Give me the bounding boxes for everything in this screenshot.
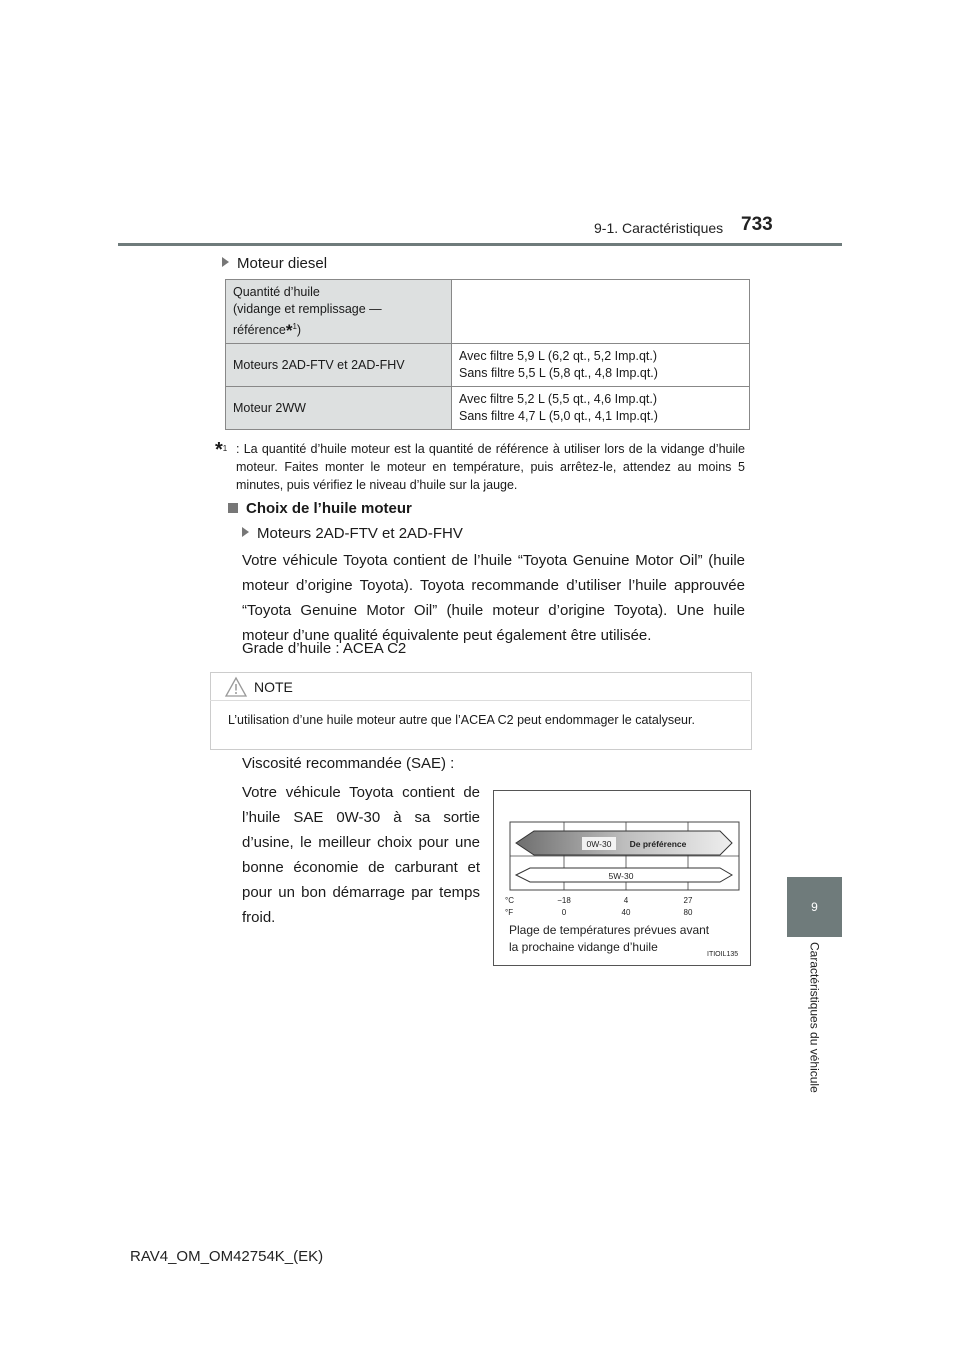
row-value	[452, 387, 750, 430]
note-text: L’utilisation d’une huile moteur autre que l’ACEA C2 peut endommager le catalyseur.	[228, 713, 695, 727]
row-value-line1: Avec filtre 5,2 L (5,5 qt., 4,6 Imp.qt.)	[459, 392, 658, 407]
row-value	[452, 344, 750, 387]
bar2-label: 5W-30	[608, 871, 634, 881]
triangle-bullet-icon	[222, 257, 229, 267]
footnote-star: *	[215, 439, 223, 462]
chapter-number: 9	[811, 900, 818, 914]
note-title: NOTE	[254, 679, 293, 695]
tick-c: 4	[623, 896, 629, 905]
bar1-pref: De préférence	[629, 839, 687, 849]
figure-caption	[509, 922, 709, 956]
footnote	[215, 440, 745, 494]
footnote-sup: 1	[292, 322, 297, 331]
chapter-title-vertical	[787, 942, 842, 1112]
header-label-close: )	[296, 323, 302, 338]
header-label-line1: Quantité d’huile	[233, 285, 320, 299]
footnote-sup: 1	[222, 444, 228, 453]
table-header-value	[452, 280, 750, 344]
oil-choice-paragraph: Votre véhicule Toyota contient de l’huile “Toyota Genuine Motor Oil” (huile moteur d’origine Toyota). Toyota recommande d’utiliser l’huile approuvée “Toyota Genuine Motor Oil” (huile moteur d’origine Toyota). Une huile moteur d’une qualité équivalente peut également être utilisée.	[242, 552, 745, 644]
tick-c: −18	[557, 896, 571, 905]
row-value-line2: Sans filtre 5,5 L (5,8 qt., 4,8 Imp.qt.)	[459, 366, 658, 381]
diesel-heading	[222, 255, 327, 272]
table-row	[226, 344, 750, 387]
figure-id: ITIOIL135	[707, 951, 739, 958]
row-label: Moteurs 2AD-FTV et 2AD-FHV	[226, 344, 452, 387]
table-row	[226, 387, 750, 430]
tick-c: 27	[683, 896, 693, 905]
table-header-label	[226, 280, 452, 344]
row-value-line2: Sans filtre 4,7 L (5,0 qt., 4,1 Imp.qt.)	[459, 409, 658, 424]
triangle-bullet-icon	[242, 527, 249, 537]
oil-choice-title-text: Choix de l’huile moteur	[246, 500, 412, 517]
warning-icon	[224, 676, 248, 698]
figure-caption-line2: la prochaine vidange d’huile	[509, 940, 658, 954]
bar-0w30	[516, 831, 732, 855]
square-bullet-icon	[228, 503, 238, 513]
tick-f: 80	[683, 908, 693, 917]
oil-capacity-table	[225, 279, 750, 430]
tick-f: 40	[621, 908, 631, 917]
figure-caption-line1: Plage de températures prévues avant	[509, 923, 710, 937]
diesel-heading-text: Moteur diesel	[237, 255, 328, 272]
section-title: 9-1. Caractéristiques	[594, 220, 724, 236]
oil-grade: Grade d’huile : ACEA C2	[242, 640, 407, 657]
viscosity-label: Viscosité recommandée (SAE) :	[242, 755, 455, 772]
oil-choice-title	[228, 500, 412, 517]
bar1-label: 0W-30	[586, 839, 612, 849]
footnote-marker	[215, 440, 227, 461]
page-number: 733	[741, 214, 773, 235]
header-label-line3: référence	[233, 323, 286, 338]
row-label: Moteur 2WW	[226, 387, 452, 430]
footnote-text: : La quantité d’huile moteur est la quantité de référence à utiliser lors de la vidange d’huile moteur. Faites monter le moteur en température, puis arrêtez-le, attendez au moins 5 minutes, puis vérifiez le niveau d’huile sur la jauge.	[236, 442, 745, 492]
unit-c: °C	[505, 896, 514, 905]
viscosity-paragraph: Votre véhicule Toyota contient de l’huile SAE 0W-30 à sa sortie d’usine, le meilleur choix pour une bonne économie de carburant et pour un bon démarrage par temps froid.	[242, 784, 480, 926]
tick-f: 0	[561, 908, 567, 917]
header-label-line2: (vidange et remplissage —	[233, 302, 382, 316]
chapter-title: Caractéristiques du véhicule	[807, 942, 822, 1093]
unit-f: °F	[505, 908, 514, 917]
header-rule	[118, 243, 842, 246]
engines-heading	[242, 525, 463, 542]
footnote-star: *	[285, 321, 293, 341]
row-value-line1: Avec filtre 5,9 L (6,2 qt., 5,2 Imp.qt.)	[459, 349, 658, 364]
model-code: RAV4_OM_OM42754K_(EK)	[130, 1248, 324, 1265]
engines-heading-text: Moteurs 2AD-FTV et 2AD-FHV	[257, 525, 463, 542]
